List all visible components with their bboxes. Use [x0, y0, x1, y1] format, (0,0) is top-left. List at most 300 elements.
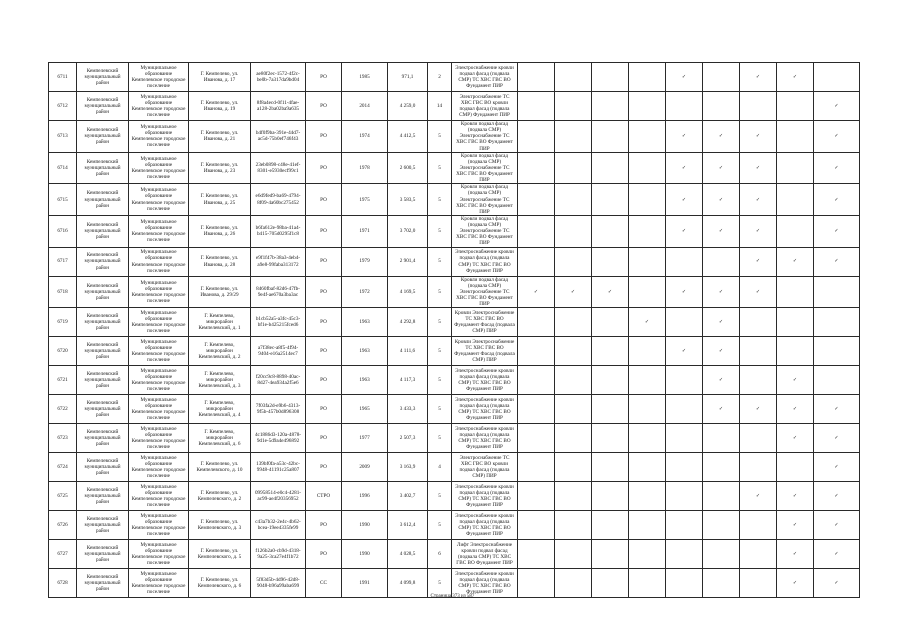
check-cell [592, 215, 629, 247]
check-cell [777, 63, 814, 92]
checkmark-icon: ✓ [834, 258, 839, 265]
row-number: 6713 [49, 121, 77, 153]
check-cell [703, 92, 740, 121]
check-cell [592, 511, 629, 540]
checkmark-icon: ✓ [681, 164, 687, 171]
checkmark-icon: ✓ [834, 493, 839, 500]
check-cell [518, 152, 555, 184]
settlement-cell: Муниципальное образование Кемпелевское городское поселение [129, 482, 189, 511]
table-row [49, 482, 860, 511]
table-row [49, 308, 860, 337]
table-row [49, 540, 860, 569]
repair-works-cell: Электроснабжение кровли подвал фасад (подвала СМР) ТС ХВС ГВС ВО Фундамент ПИР [452, 395, 518, 424]
checkmark-icon: ✓ [570, 288, 576, 295]
district-cell: Кемпелевский муниципальный район [77, 424, 129, 453]
build-year-cell: 1963 [342, 366, 388, 395]
checkmark-icon: ✓ [792, 258, 798, 265]
check-cell [814, 121, 860, 153]
settlement-cell: Муниципальное образование Кемпелевское городское поселение [129, 511, 189, 540]
repair-works-cell: Кровли подвал фасад (подвала СМР) Электроснабжение ТС ХВС ГВС ВО Фундамент ПИР [452, 121, 518, 153]
table-row [49, 337, 860, 366]
fias-code-cell: e6d9fed9-ba69-4794-8f09-4a60bc275452 [251, 184, 306, 216]
checkmark-icon: ✓ [792, 551, 798, 558]
check-cell [814, 395, 860, 424]
floors-cell: 2 [428, 63, 452, 92]
fias-code-cell: b6fa612e-98ba-41a4-b415-705d0295f1c8 [251, 215, 306, 247]
check-cell [592, 424, 629, 453]
check-cell [592, 395, 629, 424]
checkmark-icon: ✓ [834, 464, 839, 471]
settlement-cell: Муниципальное образование Кемпелевское городское поселение [129, 453, 189, 482]
floors-cell: 5 [428, 511, 452, 540]
fias-code-cell: b1cb52a5-a3fc-45c3-bf1e-b425215fced6 [251, 308, 306, 337]
address-cell: Г. Кемпелево, ул. Кемпелевского, д. 10 [189, 453, 251, 482]
checkmark-icon: ✓ [681, 348, 687, 355]
table-row [49, 453, 860, 482]
checkmark-icon: ✓ [755, 73, 761, 80]
check-cell [666, 453, 703, 482]
check-cell [555, 92, 592, 121]
check-cell [777, 276, 814, 308]
checkmark-icon: ✓ [718, 377, 724, 384]
check-cell [555, 215, 592, 247]
check-cell [592, 482, 629, 511]
check-cell [592, 184, 629, 216]
check-cell [518, 215, 555, 247]
area-cell: 4 117,3 [388, 366, 428, 395]
table-row [49, 276, 860, 308]
check-cell [666, 247, 703, 276]
check-cell [592, 308, 629, 337]
build-year-cell: 1971 [342, 215, 388, 247]
check-cell [703, 482, 740, 511]
checkmark-icon: ✓ [834, 133, 839, 140]
fias-code-cell: 8460fbaf-82d6-47fb-9e4f-ae670a3ba3ac [251, 276, 306, 308]
district-cell: Кемпелевский муниципальный район [77, 308, 129, 337]
settlement-cell: Муниципальное образование Кемпелевское городское поселение [129, 92, 189, 121]
floors-cell: 5 [428, 184, 452, 216]
address-cell: Г. Кемпелево, ул. Иванова, д. 25 [189, 184, 251, 216]
check-cell [629, 92, 666, 121]
checkmark-icon: ✓ [681, 133, 687, 140]
settlement-cell: Муниципальное образование Кемпелевское городское поселение [129, 184, 189, 216]
address-cell: Г. Кемпелево, ул. Кемпелевского, д. 2 [189, 482, 251, 511]
check-cell [555, 424, 592, 453]
checkmark-icon: ✓ [792, 493, 798, 500]
floors-cell: 5 [428, 121, 452, 153]
check-cell [518, 540, 555, 569]
settlement-cell: Муниципальное образование Кемпелевское городское поселение [129, 152, 189, 184]
wall-material-cell: РО [306, 337, 342, 366]
check-cell [777, 540, 814, 569]
check-cell [740, 395, 777, 424]
area-cell: 3 583,5 [388, 184, 428, 216]
check-cell [740, 453, 777, 482]
checkmark-icon: ✓ [718, 196, 724, 203]
wall-material-cell: РО [306, 511, 342, 540]
district-cell: Кемпелевский муниципальный район [77, 92, 129, 121]
district-cell: Кемпелевский муниципальный район [77, 121, 129, 153]
checkmark-icon: ✓ [792, 406, 798, 413]
checkmark-icon: ✓ [792, 580, 798, 587]
check-cell [518, 511, 555, 540]
fias-code-cell: 5f83d5b-4d96-42d8-9048-b96a99aba699 [251, 569, 306, 598]
build-year-cell: 1975 [342, 184, 388, 216]
check-cell [777, 121, 814, 153]
checkmark-icon: ✓ [755, 133, 761, 140]
checkmark-icon: ✓ [834, 164, 839, 171]
row-number: 6726 [49, 511, 77, 540]
check-cell [555, 308, 592, 337]
check-cell [740, 511, 777, 540]
row-number: 6712 [49, 92, 77, 121]
check-cell [555, 184, 592, 216]
check-cell [666, 63, 703, 92]
check-cell [777, 184, 814, 216]
row-number: 6718 [49, 276, 77, 308]
checkmark-icon: ✓ [834, 228, 839, 235]
address-cell: Г. Кемпелево, ул. Иванова, д. 19 [189, 92, 251, 121]
check-cell [629, 276, 666, 308]
checkmark-icon: ✓ [718, 288, 724, 295]
check-cell [703, 540, 740, 569]
row-number: 6715 [49, 184, 77, 216]
district-cell: Кемпелевский муниципальный район [77, 63, 129, 92]
address-cell: Г. Кемпелево, ул. Иванова, д. 29/29 [189, 276, 251, 308]
floors-cell: 6 [428, 540, 452, 569]
check-cell [518, 308, 555, 337]
checkmark-icon: ✓ [834, 580, 839, 587]
district-cell: Кемпелевский муниципальный район [77, 453, 129, 482]
area-cell: 4 028,5 [388, 540, 428, 569]
check-cell [814, 308, 860, 337]
area-cell: 4 412,5 [388, 121, 428, 153]
check-cell [666, 366, 703, 395]
check-cell [777, 453, 814, 482]
check-cell [740, 482, 777, 511]
check-cell [703, 121, 740, 153]
wall-material-cell: РО [306, 276, 342, 308]
wall-material-cell: РО [306, 308, 342, 337]
fias-code-cell: f20cc9c8-8898-40ac-8d27-4ea934a2f5e6 [251, 366, 306, 395]
wall-material-cell: РО [306, 540, 342, 569]
floors-cell: 5 [428, 337, 452, 366]
fias-code-cell: c43a7b32-2e4c-4b62-bcea-19ee4335fe99 [251, 511, 306, 540]
repair-works-cell: Кровли Электроснабжение ТС ХВС ГВС ВО Фундамент Фасад (подвала СМР) ПИР [452, 337, 518, 366]
checkmark-icon: ✓ [718, 348, 724, 355]
area-cell: 3 702,0 [388, 215, 428, 247]
repair-works-cell: Электроснабжение ТС ХВС ГВС ВО кровли подвал фасад (подвала СМР) ПИР [452, 453, 518, 482]
check-cell [814, 215, 860, 247]
check-cell [592, 152, 629, 184]
check-cell [777, 395, 814, 424]
build-year-cell: 1991 [342, 569, 388, 598]
area-cell: 2 507,3 [388, 424, 428, 453]
check-cell [703, 366, 740, 395]
settlement-cell: Муниципальное образование Кемпелевское городское поселение [129, 276, 189, 308]
check-cell [592, 121, 629, 153]
check-cell [555, 482, 592, 511]
checkmark-icon: ✓ [755, 406, 761, 413]
checkmark-icon: ✓ [533, 288, 539, 295]
build-year-cell: 2014 [342, 92, 388, 121]
check-cell [555, 247, 592, 276]
settlement-cell: Муниципальное образование Кемпелевское городское поселение [129, 395, 189, 424]
check-cell [518, 276, 555, 308]
check-cell [740, 366, 777, 395]
check-cell [666, 337, 703, 366]
address-cell: Г. Кемпелево, ул. Кемпелевского, д. 6 [189, 569, 251, 598]
checkmark-icon: ✓ [755, 164, 761, 171]
settlement-cell: Муниципальное образование Кемпелевское городское поселение [129, 540, 189, 569]
table-row [49, 424, 860, 453]
check-cell [777, 92, 814, 121]
build-year-cell: 1972 [342, 276, 388, 308]
check-cell [666, 92, 703, 121]
check-cell [666, 511, 703, 540]
check-cell [814, 63, 860, 92]
table-row [49, 92, 860, 121]
check-cell [518, 337, 555, 366]
table-row [49, 184, 860, 216]
check-cell [518, 453, 555, 482]
checkmark-icon: ✓ [755, 228, 761, 235]
wall-material-cell: РО [306, 453, 342, 482]
checkmark-icon: ✓ [681, 73, 687, 80]
checkmark-icon: ✓ [718, 164, 724, 171]
row-number: 6711 [49, 63, 77, 92]
row-number: 6721 [49, 366, 77, 395]
check-cell [777, 152, 814, 184]
checkmark-icon: ✓ [755, 493, 761, 500]
checkmark-icon: ✓ [834, 196, 839, 203]
row-number: 6723 [49, 424, 77, 453]
build-year-cell: 1963 [342, 308, 388, 337]
check-cell [703, 424, 740, 453]
check-cell [518, 63, 555, 92]
checkmark-icon: ✓ [644, 319, 650, 326]
district-cell: Кемпелевский муниципальный район [77, 395, 129, 424]
wall-material-cell: СТРО [306, 482, 342, 511]
table-row [49, 215, 860, 247]
check-cell [777, 366, 814, 395]
settlement-cell: Муниципальное образование Кемпелевское городское поселение [129, 308, 189, 337]
check-cell [740, 63, 777, 92]
area-cell: 3 433,3 [388, 395, 428, 424]
wall-material-cell: РО [306, 121, 342, 153]
row-number: 6727 [49, 540, 77, 569]
check-cell [814, 247, 860, 276]
check-cell [777, 247, 814, 276]
district-cell: Кемпелевский муниципальный район [77, 366, 129, 395]
check-cell [666, 152, 703, 184]
table-row [49, 247, 860, 276]
checkmark-icon: ✓ [792, 522, 798, 529]
repair-works-cell: Электроснабжение кровли подвал фасад (подвала СМР) ТС ХВС ГВС ВО Фундамент ПИР [452, 569, 518, 598]
repair-works-cell: Кровли подвал фасад (подвала СМР) Электроснабжение ТС ХВС ГВС ВО Фундамент ПИР [452, 215, 518, 247]
check-cell [555, 511, 592, 540]
repair-works-cell: Электроснабжение кровли подвал фасад (подвала СМР) ТС ХВС ГВС ВО Фундамент ПИР [452, 424, 518, 453]
build-year-cell: 1965 [342, 395, 388, 424]
check-cell [629, 366, 666, 395]
check-cell [740, 121, 777, 153]
floors-cell: 5 [428, 247, 452, 276]
check-cell [555, 395, 592, 424]
row-number: 6719 [49, 308, 77, 337]
floors-cell: 14 [428, 92, 452, 121]
check-cell [703, 63, 740, 92]
check-cell [814, 540, 860, 569]
address-cell: Г. Кемпелево, ул. Иванова, д. 23 [189, 152, 251, 184]
check-cell [814, 337, 860, 366]
row-number: 6724 [49, 453, 77, 482]
wall-material-cell: РО [306, 247, 342, 276]
build-year-cell: 1996 [342, 482, 388, 511]
check-cell [518, 366, 555, 395]
check-cell [629, 184, 666, 216]
district-cell: Кемпелевский муниципальный район [77, 569, 129, 598]
wall-material-cell: РО [306, 184, 342, 216]
repair-works-cell: Кровли подвал фасад (подвала СМР) Электроснабжение ТС ХВС ГВС ВО Фундамент ПИР [452, 276, 518, 308]
repair-works-cell: Электроснабжение ТС ХВС ГВС ВО кровли подвал фасад (подвала СМР) Фундамент ПИР [452, 92, 518, 121]
check-cell [555, 540, 592, 569]
check-cell [703, 215, 740, 247]
check-cell [629, 63, 666, 92]
check-cell [518, 92, 555, 121]
floors-cell: 5 [428, 366, 452, 395]
row-number: 6716 [49, 215, 77, 247]
check-cell [629, 308, 666, 337]
check-cell [814, 424, 860, 453]
check-cell [629, 453, 666, 482]
register-table-body [49, 63, 860, 598]
check-cell [666, 121, 703, 153]
area-cell: 3 163,9 [388, 453, 428, 482]
wall-material-cell: РО [306, 366, 342, 395]
check-cell [592, 366, 629, 395]
settlement-cell: Муниципальное образование Кемпелевское городское поселение [129, 63, 189, 92]
area-cell: 2 600,5 [388, 152, 428, 184]
check-cell [518, 121, 555, 153]
build-year-cell: 1985 [342, 63, 388, 92]
check-cell [777, 215, 814, 247]
repair-works-cell: Электроснабжение кровли подвал фасад (подвала СМР) ТС ХВС ГВС ВО Фундамент ПИР [452, 63, 518, 92]
repair-works-cell: Кровли Электроснабжение ТС ХВС ГВС ВО Фундамент Фасад (подвала СМР) ПИР [452, 308, 518, 337]
wall-material-cell: РО [306, 215, 342, 247]
checkmark-icon: ✓ [834, 102, 839, 109]
check-cell [740, 308, 777, 337]
check-cell [592, 540, 629, 569]
build-year-cell: 1963 [342, 337, 388, 366]
check-cell [666, 424, 703, 453]
address-cell: Г. Кемпелево, микрорайон Кемпелевский, д. 4 [189, 395, 251, 424]
row-number: 6725 [49, 482, 77, 511]
check-cell [777, 511, 814, 540]
check-cell [703, 276, 740, 308]
repair-works-cell: Электроснабжение кровли подвал фасад (подвала СМР) ТС ХВС ГВС ВО Фундамент ПИР [452, 366, 518, 395]
check-cell [814, 482, 860, 511]
check-cell [592, 337, 629, 366]
row-number: 6717 [49, 247, 77, 276]
checkmark-icon: ✓ [607, 288, 613, 295]
settlement-cell: Муниципальное образование Кемпелевское городское поселение [129, 215, 189, 247]
checkmark-icon: ✓ [792, 435, 798, 442]
check-cell [666, 184, 703, 216]
repair-works-cell: Лифт Электроснабжение кровли подвал фасад (подвала СМР) ТС ХВС ГВС ВО Фундамент ПИР [452, 540, 518, 569]
settlement-cell: Муниципальное образование Кемпелевское городское поселение [129, 424, 189, 453]
check-cell [740, 276, 777, 308]
district-cell: Кемпелевский муниципальный район [77, 152, 129, 184]
checkmark-icon: ✓ [755, 196, 761, 203]
area-cell: 4 169,5 [388, 276, 428, 308]
check-cell [555, 337, 592, 366]
checkmark-icon: ✓ [718, 406, 724, 413]
page-number-footer: Страница 373 из 587 [430, 594, 475, 599]
fias-code-cell: ae80f2ec-1572-4f2c-be0b-7a317da9bd04 [251, 63, 306, 92]
address-cell: Г. Кемпелево, ул. Иванова, д. 28 [189, 247, 251, 276]
checkmark-icon: ✓ [718, 319, 724, 326]
area-cell: 4 292,8 [388, 308, 428, 337]
fias-code-cell: 09958514-e0c4-4281-ac99-ae4f20356952 [251, 482, 306, 511]
address-cell: Г. Кемпелево, микрорайон Кемпелевский, д. 6 [189, 424, 251, 453]
check-cell [629, 540, 666, 569]
check-cell [703, 453, 740, 482]
row-number: 6722 [49, 395, 77, 424]
wall-material-cell: РО [306, 152, 342, 184]
address-cell: Г. Кемпелево, ул. Иванова, д. 21 [189, 121, 251, 153]
table-row [49, 511, 860, 540]
checkmark-icon: ✓ [718, 133, 724, 140]
check-cell [666, 215, 703, 247]
build-year-cell: 1977 [342, 424, 388, 453]
build-year-cell: 1979 [342, 247, 388, 276]
floors-cell: 5 [428, 308, 452, 337]
area-cell: 4 111,6 [388, 337, 428, 366]
check-cell [814, 366, 860, 395]
check-cell [629, 152, 666, 184]
floors-cell: 5 [428, 424, 452, 453]
wall-material-cell: РО [306, 395, 342, 424]
row-number: 6728 [49, 569, 77, 598]
check-cell [555, 121, 592, 153]
address-cell: Г. Кемпелево, микрорайон Кемпелевский, д. 2 [189, 337, 251, 366]
table-row [49, 395, 860, 424]
check-cell [703, 395, 740, 424]
settlement-cell: Муниципальное образование Кемпелевское городское поселение [129, 247, 189, 276]
check-cell [777, 482, 814, 511]
check-cell [740, 152, 777, 184]
address-cell: Г. Кемпелево, ул. Кемпелевского, д. 3 [189, 511, 251, 540]
check-cell [777, 424, 814, 453]
repair-works-cell: Электроснабжение кровли подвал фасад (подвала СМР) ТС ХВС ГВС ВО Фундамент ПИР [452, 511, 518, 540]
area-cell: 2 901,4 [388, 247, 428, 276]
settlement-cell: Муниципальное образование Кемпелевское городское поселение [129, 121, 189, 153]
check-cell [740, 424, 777, 453]
district-cell: Кемпелевский муниципальный район [77, 215, 129, 247]
fias-code-cell: 23eb0898-c48e-41ef-8301-e5930ecf99c1 [251, 152, 306, 184]
checkmark-icon: ✓ [681, 288, 687, 295]
check-cell [740, 184, 777, 216]
fias-code-cell: 139bf0fa-a53c-42bc-9948-41191c25a807 [251, 453, 306, 482]
check-cell [814, 92, 860, 121]
check-cell [518, 424, 555, 453]
check-cell [592, 453, 629, 482]
build-year-cell: 1990 [342, 511, 388, 540]
repair-works-cell: Кровли подвал фасад (подвала СМР) Электроснабжение ТС ХВС ГВС ВО Фундамент ПИР [452, 184, 518, 216]
table-row [49, 63, 860, 92]
check-cell [703, 511, 740, 540]
check-cell [629, 215, 666, 247]
